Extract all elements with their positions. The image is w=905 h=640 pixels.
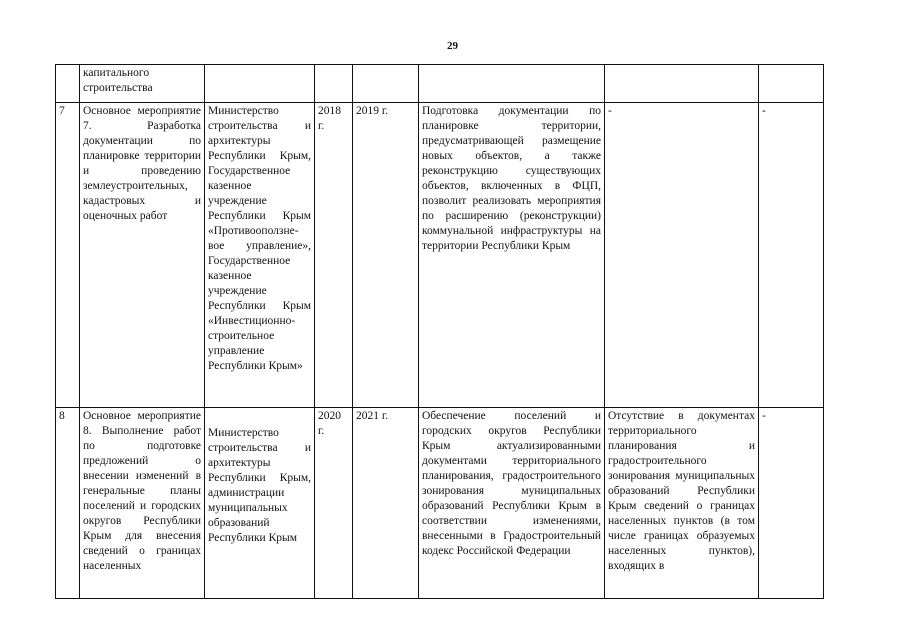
cell-end: 2019 г. [353,103,419,408]
cell-name: капитального строительства [80,65,205,103]
cell-result [419,408,605,599]
table-row-continuation [56,65,824,103]
cell-name [80,408,205,599]
cell-consequences-text: Отсутствие в документах территориального планирования и градостроительного зонирования муниципальных образований Республики Крым сведений о границах населенных пунктов (в том числе границах образуемых населенных пунктов), входящих в [608,410,755,572]
table-row [56,408,824,599]
cell-relation [759,65,824,103]
cell-start: 2020 г. [315,408,353,599]
cell-name-text: Основное мероприятие 8. Выполнение работ по подготовке предложений о внесении изменений в генеральные планы поселений и городских округов Республики Крым для внесения сведений о границах населенных [83,410,201,572]
cell-num: 8 [56,408,80,599]
cell-result [419,65,605,103]
cell-num [56,65,80,103]
cell-num: 7 [56,103,80,408]
cell-end [353,65,419,103]
page-number: 29 [447,40,458,52]
cell-consequences: - [605,103,759,408]
cell-consequences [605,408,759,599]
cell-name: Основное мероприятие 7. Разработка документации по планировке территории и проведению землеустроительных, кадастровых и оценочных работ [80,103,205,408]
cell-start [315,65,353,103]
table-row [56,103,824,408]
cell-executor [205,65,315,103]
cell-result-text: Обеспечение поселений и городских округов Республики Крым актуализированными документами территориального планирования, градостроительного зонирования муниципальных образований Республики Крым в соответствии изменениями, внесенными в Градостроительный кодекс Российской Федерации [422,410,601,557]
cell-start: 2018 г. [315,103,353,408]
cell-result: Подготовка документации по планировке территории, предусматривающей размещение новых объектов, а также реконструкцию существующих объектов, включенных в ФЦП, позволит реализовать мероприятия по расширению (реконструкции) коммунальной инфраструктуры на территории Республики Крым [419,103,605,408]
cell-consequences [605,65,759,103]
cell-end: 2021 г. [353,408,419,599]
cell-relation: - [759,103,824,408]
cell-relation: - [759,408,824,599]
cell-executor: Министерство строительства и архитектуры Республики Крым, Государственное казенное учреждение Республики Крым «Противооползне-вое управление», Государственное казенное учреждение Республики Крым «Инвестиционно-строительное управление Республики Крым» [205,103,315,408]
cell-executor: Министерство строительства и архитектуры Республики Крым, администрации муниципальных образований Республики Крым [205,408,315,599]
program-measures-table [55,64,824,599]
